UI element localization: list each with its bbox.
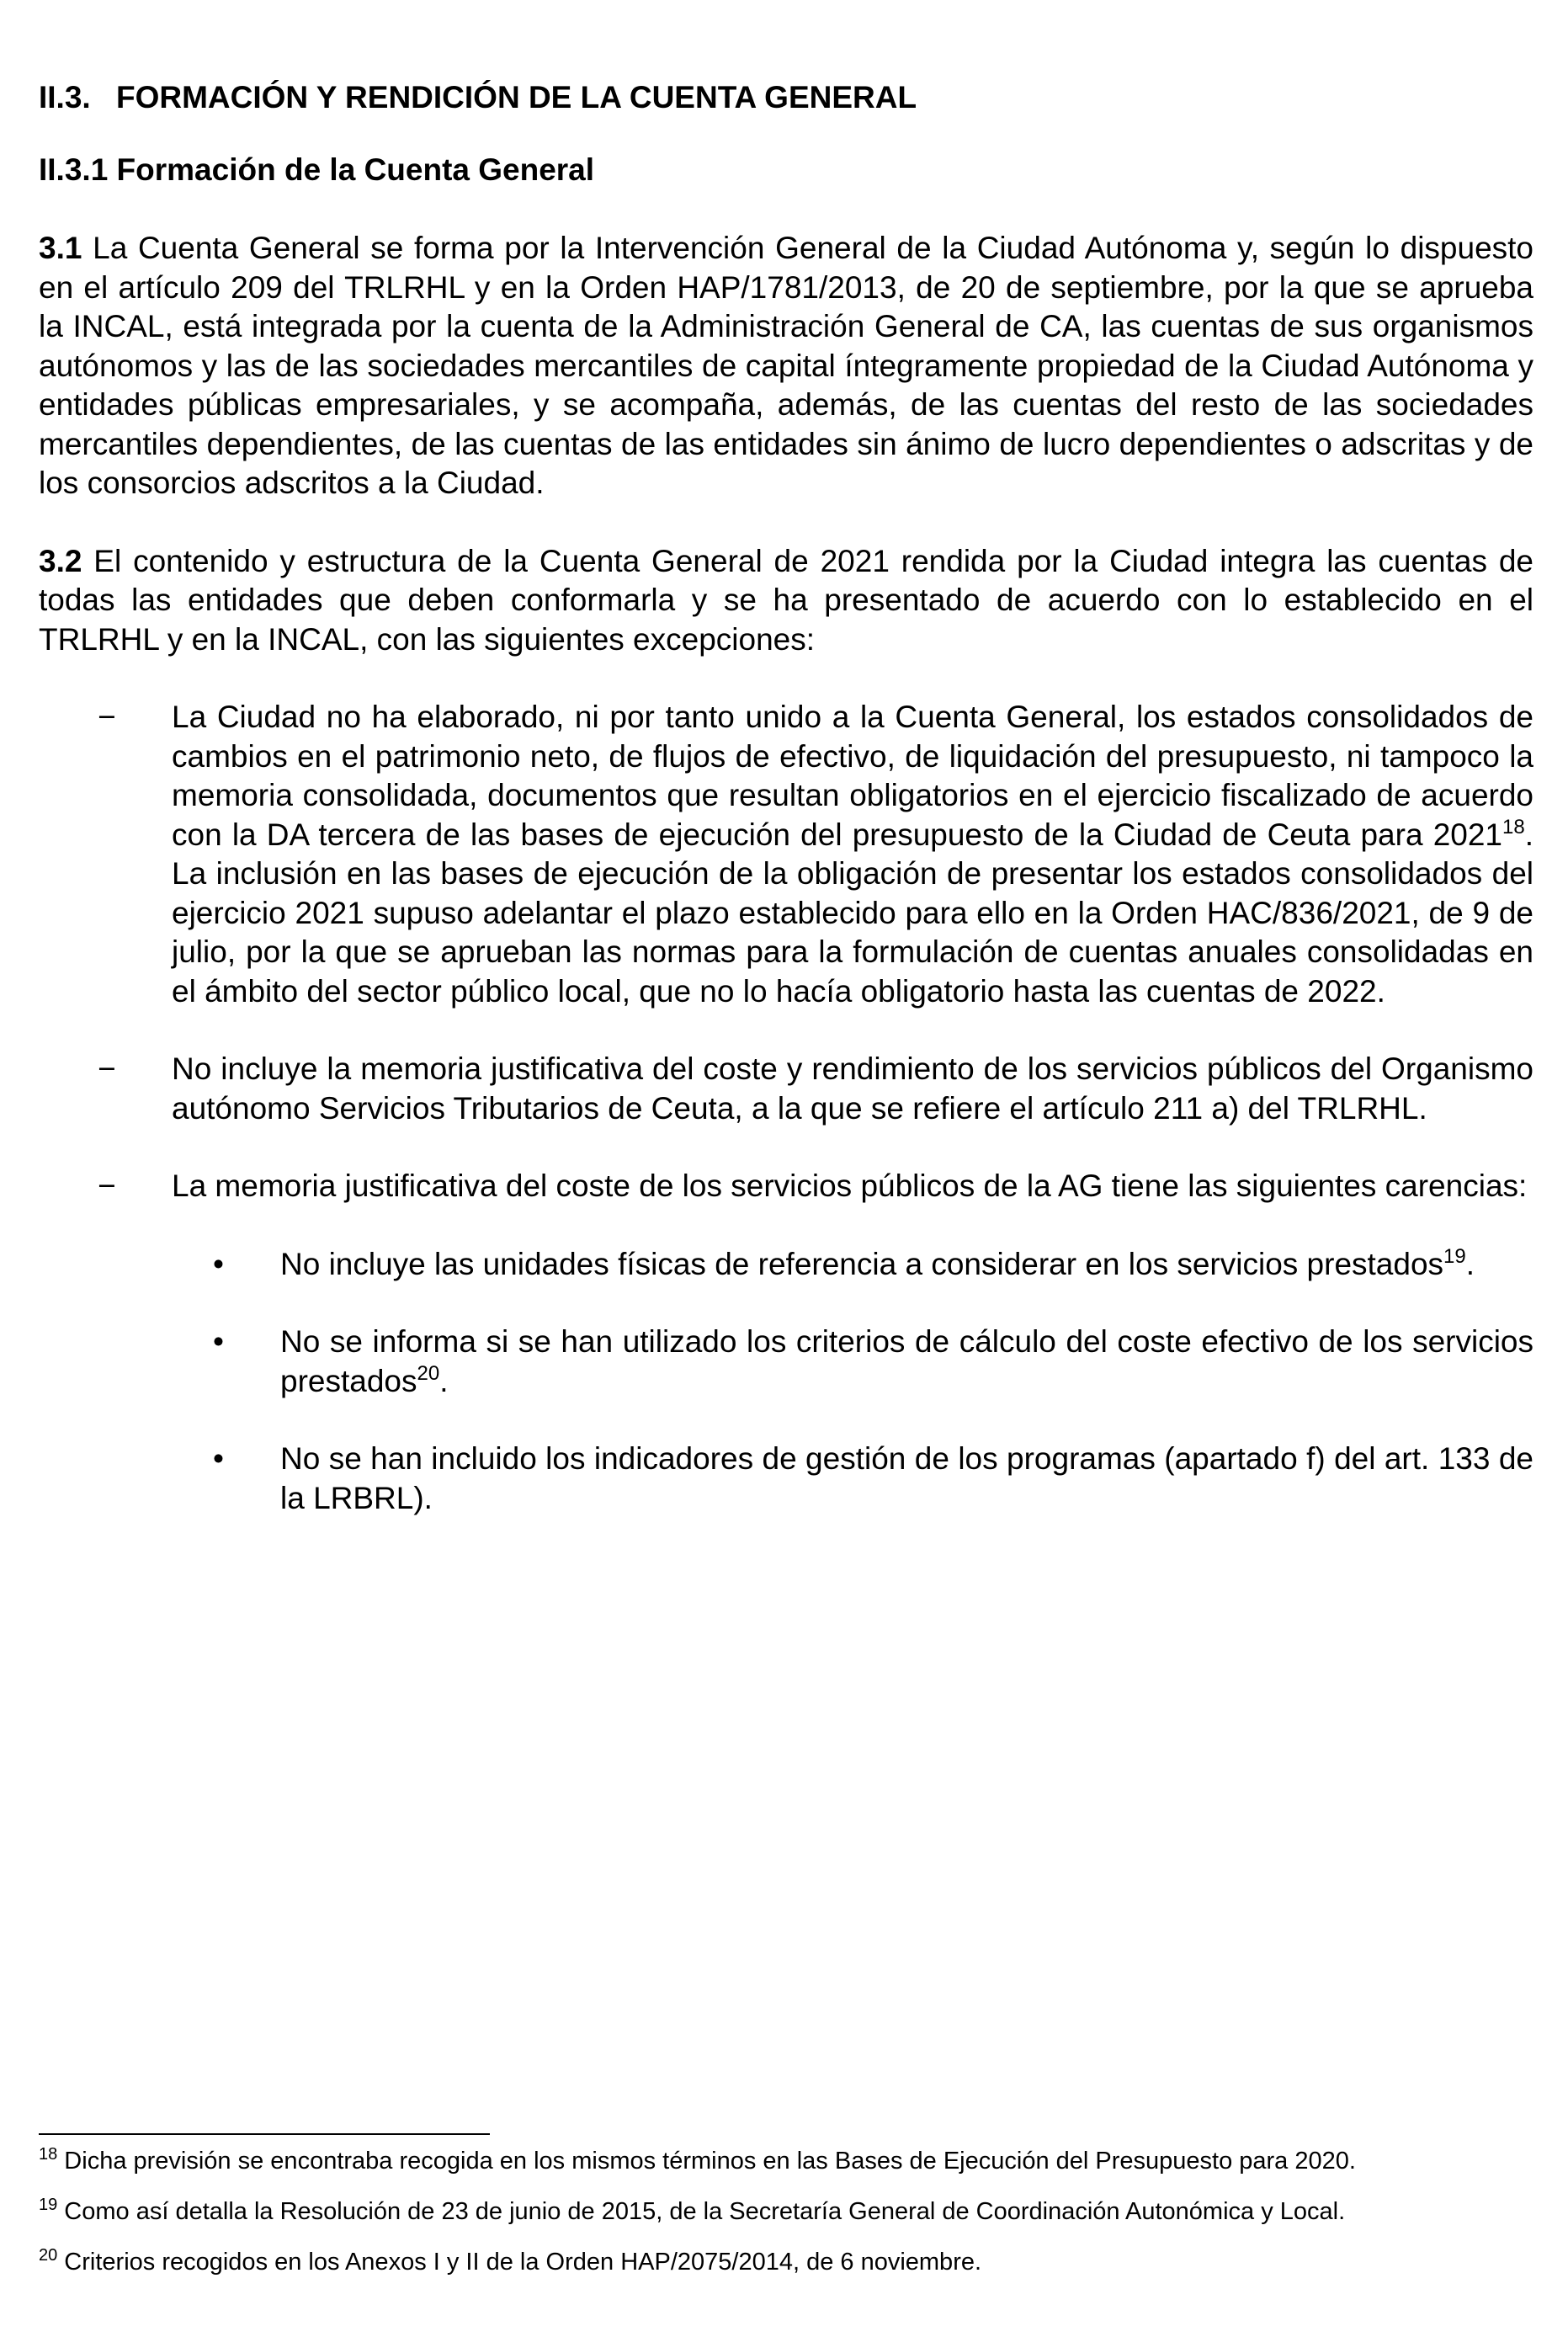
bullet-marker: •	[213, 1441, 224, 1476]
section-number: II.3.	[39, 80, 91, 114]
footnote-ref: 18	[1502, 815, 1525, 838]
deficiency-text: No se han incluido los indicadores de gestión de los programas (apartado f) del art. 133 de la LRBRL).	[280, 1441, 1533, 1515]
footnote-text: Criterios recogidos en los Anexos I y II de la Orden HAP/2075/2014, de 6 noviembre.	[57, 2249, 982, 2276]
deficiency-text: No incluye las unidades físicas de referencia a considerar en los servicios prestados	[280, 1246, 1444, 1281]
subsection-heading: II.3.1 Formación de la Cuenta General	[39, 152, 595, 187]
dash-marker: −	[98, 1168, 116, 1203]
footnote-text: Como así detalla la Resolución de 23 de junio de 2015, de la Secretaría General de Coordinación Autonómica y Local.	[57, 2198, 1346, 2225]
exception-item	[39, 698, 1533, 1011]
paragraph-text: El contenido y estructura de la Cuenta General de 2021 rendida por la Ciudad integra las cuentas de todas las entidades que deben conformarla y se ha presentado de acuerdo con lo establecido en el TRLRHL y en la INCAL, con las siguientes excepciones:	[39, 543, 1533, 657]
paragraph-label: 3.2	[39, 543, 82, 578]
footnote-number: 18	[39, 2145, 58, 2164]
deficiency-text-cont: .	[1465, 1246, 1475, 1281]
exception-text: La memoria justificativa del coste de los servicios públicos de la AG tiene las siguientes carencias:	[172, 1168, 1528, 1203]
footnote-18	[39, 2146, 1533, 2176]
dash-marker: −	[98, 700, 116, 734]
footnotes	[39, 2146, 1533, 2297]
footnote-20	[39, 2247, 1533, 2277]
footnote-text: Dicha previsión se encontraba recogida en los mismos términos en las Bases de Ejecución del Presupuesto para 2020.	[57, 2148, 1356, 2175]
deficiency-item	[39, 1245, 1533, 1285]
exceptions-list	[39, 698, 1533, 1518]
dash-marker: −	[98, 1051, 116, 1086]
footnote-19	[39, 2196, 1533, 2227]
deficiencies-list	[39, 1245, 1533, 1519]
deficiency-text: No se informa si se han utilizado los criterios de cálculo del coste efectivo de los servicios prestados	[280, 1324, 1533, 1398]
footnote-ref: 19	[1443, 1244, 1466, 1268]
section-heading	[39, 77, 1533, 118]
bullet-marker: •	[213, 1324, 224, 1359]
paragraph-3-1	[39, 229, 1533, 503]
main-content	[39, 77, 1533, 1557]
exception-item	[39, 1050, 1533, 1128]
paragraph-label: 3.1	[39, 231, 82, 265]
deficiency-item	[39, 1323, 1533, 1401]
footnote-number: 19	[39, 2196, 58, 2214]
deficiency-item	[39, 1440, 1533, 1518]
paragraph-text: La Cuenta General se forma por la Intervención General de la Ciudad Autónoma y, según lo dispuesto en el artículo 209 del TRLRHL y en la Orden HAP/1781/2013, de 20 de septiembre, por la que se aprueba la INCAL, está integrada por la cuenta de la Administración General de CA, las cuentas de sus organismos autónomos y las de las sociedades mercantiles de capital íntegramente propiedad de la Ciudad Autónoma y entidades públicas empresariales, y se acompaña, además, de las cuentas del resto de las sociedades mercantiles dependientes, de las cuentas de las entidades sin ánimo de lucro dependientes o adscritas y de los consorcios adscritos a la Ciudad.	[39, 231, 1533, 500]
exception-text: La Ciudad no ha elaborado, ni por tanto unido a la Cuenta General, los estados consolidados de cambios en el patrimonio neto, de flujos de efectivo, de liquidación del presupuesto, ni tampoco la memoria consolidada, documentos que resultan obligatorios en el ejercicio fiscalizado de acuerdo con la DA tercera de las bases de ejecución del presupuesto de la Ciudad de Ceuta para 2021	[172, 700, 1533, 852]
footnote-number: 20	[39, 2246, 58, 2265]
section-title: FORMACIÓN Y RENDICIÓN DE LA CUENTA GENERAL	[116, 80, 917, 114]
paragraph-3-2	[39, 542, 1533, 660]
footnote-ref: 20	[417, 1361, 440, 1385]
exception-text-cont: . La inclusión en las bases de ejecución de la obligación de presentar los estados consolidados del ejercicio 2021 supuso adelantar el plazo establecido para ello en la Orden HAC/836/2021, de 9 de julio, por la que se aprueban las normas para la formulación de cuentas anuales consolidadas en el ámbito del sector público local, que no lo hacía obligatorio hasta las cuentas de 2022.	[172, 817, 1533, 1009]
bullet-marker: •	[213, 1246, 224, 1281]
exception-item	[39, 1167, 1533, 1518]
deficiency-text-cont: .	[439, 1363, 449, 1398]
footnote-separator	[39, 2133, 490, 2135]
exception-text: No incluye la memoria justificativa del coste y rendimiento de los servicios públicos del Organismo autónomo Servicios Tributarios de Ceuta, a la que se refiere el artículo 211 a) del TRLRHL.	[172, 1051, 1533, 1126]
